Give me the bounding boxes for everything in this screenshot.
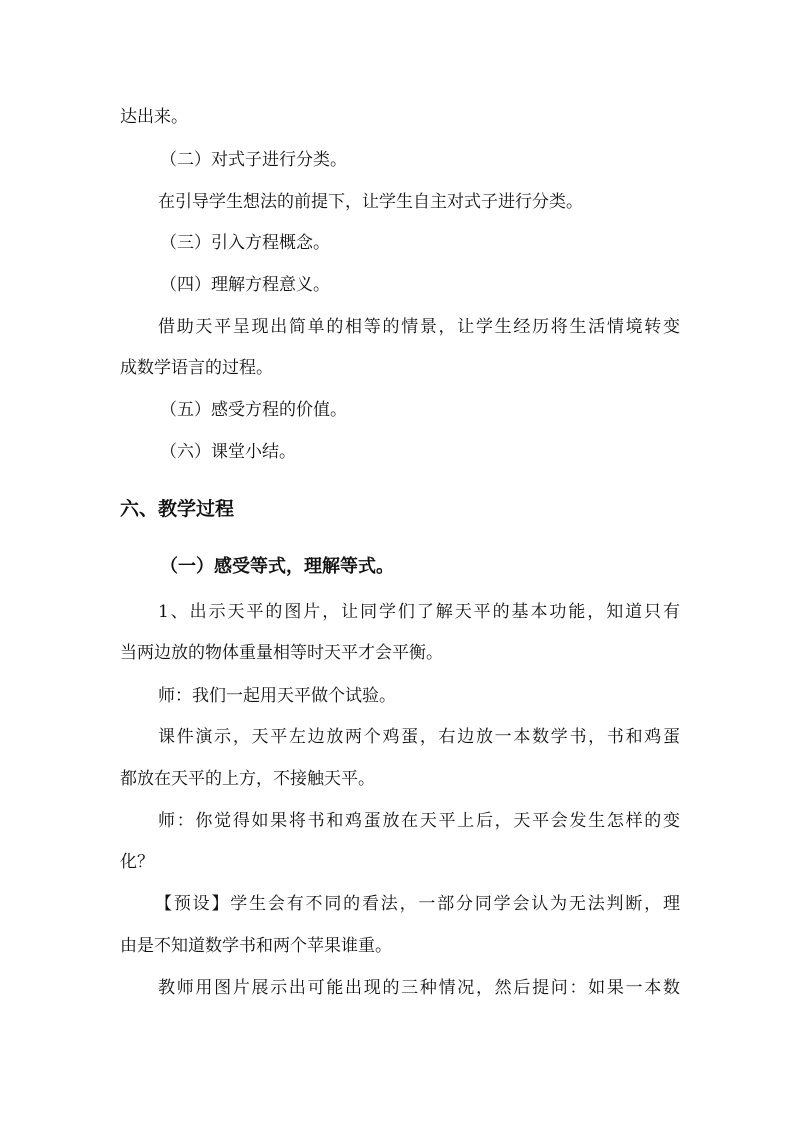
text-line: 成数学语言的过程。: [120, 358, 273, 378]
text-line: 课件演示，天平左边放两个鸡蛋，右边放一本数学书，书和鸡蛋: [158, 727, 680, 747]
subsection-heading: （一）感受等式，理解等式。: [160, 556, 394, 577]
text-line: 师：你觉得如果将书和鸡蛋放在天平上后，天平会发生怎样的变: [158, 811, 680, 831]
text-line: 由是不知道数学书和两个苹果谁重。: [120, 936, 392, 956]
text-line: 都放在天平的上方，不接触天平。: [120, 769, 375, 789]
text-line: 在引导学生想法的前提下，让学生自主对式子进行分类。: [158, 192, 583, 212]
preset-paragraph: 【预设】学生会有不同的看法，一部分同学会认为无法判断，理: [155, 894, 680, 914]
text-line: （三）引入方程概念。: [160, 233, 330, 253]
text-line: 1、出示天平的图片，让同学们了解天平的基本功能，知道只有: [158, 602, 680, 622]
text-line: 化？: [120, 852, 154, 872]
text-line: 当两边放的物体重量相等时天平才会平衡。: [120, 643, 443, 663]
text-line: 师：我们一起用天平做个试验。: [158, 686, 396, 706]
text-line: 借助天平呈现出简单的相等的情景，让学生经历将生活情境转变: [158, 317, 680, 337]
text-line: （二）对式子进行分类。: [160, 150, 347, 170]
text-line: 达出来。: [120, 107, 188, 127]
text-line: （六）课堂小结。: [160, 442, 296, 462]
text-line: （五）感受方程的价值。: [160, 400, 347, 420]
text-line: 教师用图片展示出可能出现的三种情况，然后提问：如果一本数: [158, 978, 680, 998]
text-line: （四）理解方程意义。: [160, 275, 330, 295]
section-heading: 六、教学过程: [120, 498, 235, 520]
